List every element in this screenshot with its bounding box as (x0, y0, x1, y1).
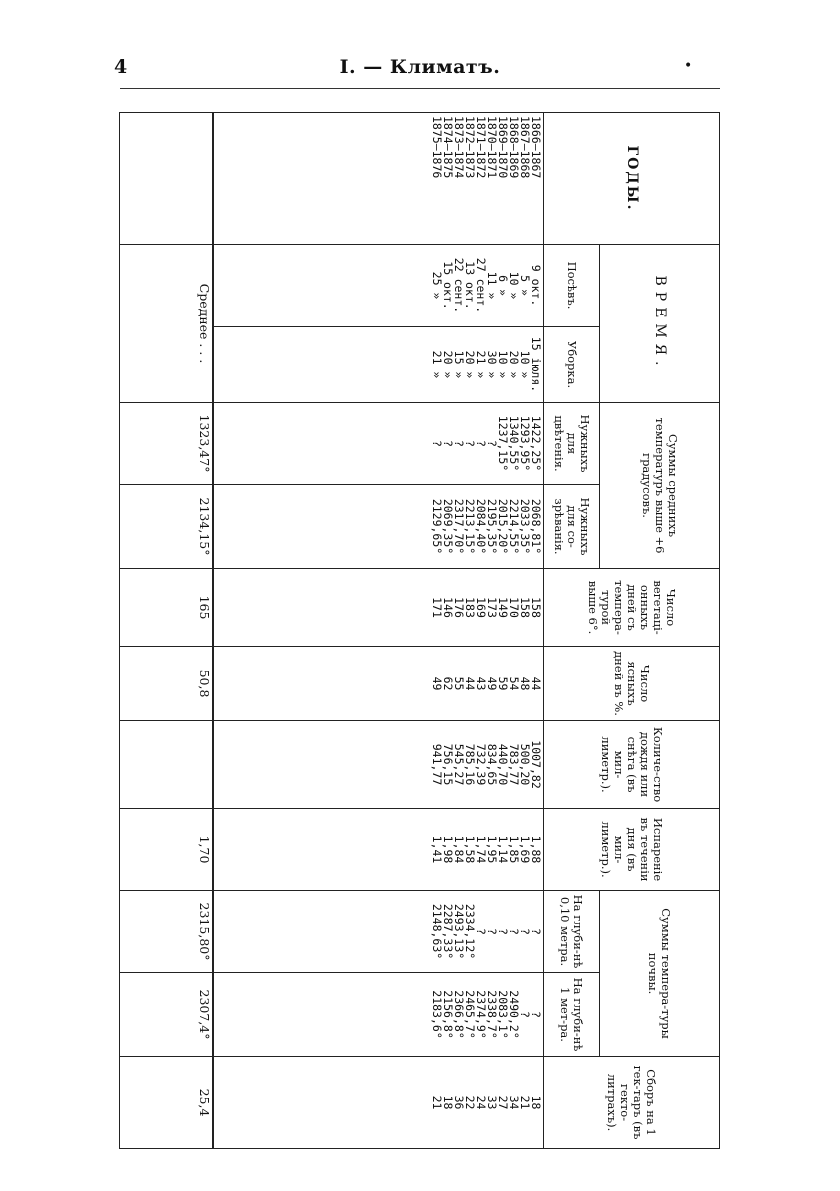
cell-precip: 500,20 (518, 743, 532, 786)
cell-clear: 43 (474, 676, 488, 691)
cell-ripe: 2033,35° (518, 498, 532, 555)
header-ripe: Нужныхъ для со-зрѣванія. (544, 485, 600, 569)
cell-precip: 785,16 (463, 743, 477, 786)
cell-precip: 732,39 (474, 743, 488, 786)
header-evap: Испареніе въ теченіи дня (въ мил-лиметр.). (544, 809, 720, 891)
soil-010-column (214, 891, 544, 973)
cell-clear: 59 (496, 676, 510, 691)
cell-ripe: 2214,55° (507, 498, 521, 555)
header-sums: Суммы среднихъ температуръ выше +6 градусовъ. (600, 403, 720, 569)
avg-yield: 25,4 (120, 1057, 214, 1149)
cell-clear: 44 (529, 676, 543, 691)
cell-veg: 183 (463, 597, 477, 618)
header-rule (120, 88, 720, 89)
cell-soil010: ? (529, 928, 543, 935)
ripe-sum-column (214, 485, 544, 569)
cell-evap: 1,85 (507, 835, 521, 864)
cell-flower: ? (452, 440, 466, 447)
cell-soil1: 2366,8° (452, 990, 466, 1039)
cell-ripe: 2068,81° (529, 498, 543, 555)
avg-label: Среднее . . . (120, 245, 214, 403)
cell-precip: 756,15 (441, 743, 455, 786)
avg-flower: 1323,47° (120, 403, 214, 485)
cell-evap: 1,95 (485, 835, 499, 864)
header-precip: Количе-ство дождя или снѣга (въ мил-лиметр.). (544, 721, 720, 809)
page-header (0, 0, 840, 100)
cell-veg: 170 (507, 597, 521, 618)
cell-ripe: 2069,35° (441, 498, 455, 555)
cell-soil1: 2183,6° (430, 990, 444, 1039)
cell-soil1: 2465,7° (463, 990, 477, 1039)
header-clear-days: Число ясныхъ дней въ %. (544, 647, 720, 721)
cell-veg: 169 (474, 597, 488, 618)
cell-veg: 158 (529, 597, 543, 618)
cell-veg: 171 (430, 597, 444, 618)
page-mark: • (684, 58, 693, 74)
cell-soil010: 2493,13° (452, 903, 466, 960)
header-time: ВРЕМЯ. (600, 245, 720, 403)
cell-year: 1869—1870 (496, 116, 510, 179)
cell-flower: ? (474, 440, 488, 447)
evap-column (214, 809, 544, 891)
cell-clear: 44 (463, 676, 477, 691)
cell-soil010: 2334,12° (463, 903, 477, 960)
cell-year: 1874—1875 (441, 116, 455, 179)
header-years: ГОДЫ. (544, 113, 720, 245)
rotated-table-stage (120, 112, 720, 1148)
header-soil-1: На глуби-нѣ 1 мет-ра. (544, 973, 600, 1057)
cell-evap: 1,88 (529, 835, 543, 864)
cell-sowing: 13 окт. (463, 261, 477, 310)
sowing-column (214, 245, 544, 327)
cell-sowing: 25 » (430, 271, 444, 300)
yield-column (214, 1057, 544, 1149)
page-title: I. — Климатъ. (339, 56, 501, 78)
cell-harvest: 21 » (430, 350, 444, 379)
cell-yield: 22 (463, 1095, 477, 1110)
cell-evap: 1,69 (518, 835, 532, 864)
cell-year: 1873—1874 (452, 116, 466, 179)
cell-year: 1871—1872 (474, 116, 488, 179)
cell-year: 1868—1869 (507, 116, 521, 179)
avg-soil-010: 2315,80° (120, 891, 214, 973)
cell-sowing: 27 сент. (474, 257, 488, 314)
cell-sowing: 15 окт. (441, 261, 455, 310)
cell-soil010: ? (474, 928, 488, 935)
header-flower: Нужныхъ для цвѣтенія. (544, 403, 600, 485)
cell-year: 1875—1876 (430, 116, 444, 179)
cell-flower: 1422,25° (529, 415, 543, 472)
veg-days-column (214, 569, 544, 647)
cell-clear: 54 (507, 676, 521, 691)
cell-ripe: 2015,20° (496, 498, 510, 555)
cell-yield: 18 (441, 1095, 455, 1110)
cell-soil1: ? (518, 1011, 532, 1018)
cell-year: 1870—1871 (485, 116, 499, 179)
cell-soil010: 2148,63° (430, 903, 444, 960)
page-number: 4 (114, 56, 128, 78)
cell-soil010: ? (507, 928, 521, 935)
avg-soil-1: 2307,4° (120, 973, 214, 1057)
header-yield: Сборъ на 1 гек-таръ (въ гекто-литрахъ). (544, 1057, 720, 1149)
cell-clear: 49 (485, 676, 499, 691)
cell-harvest: 15 іюля. (529, 336, 543, 393)
cell-harvest: 10 » (518, 350, 532, 379)
cell-flower: 1293,95° (518, 415, 532, 472)
avg-ripe: 2134,15° (120, 485, 214, 569)
data-body-row (214, 113, 544, 1149)
cell-precip: 834,65 (485, 743, 499, 786)
harvest-column (214, 327, 544, 403)
cell-soil1: 2490,2° (507, 990, 521, 1039)
cell-veg: 149 (496, 597, 510, 618)
cell-flower: 1237,15° (496, 415, 510, 472)
years-column (214, 113, 544, 245)
cell-evap: 1,41 (430, 835, 444, 864)
cell-year: 1866—1867 (529, 116, 543, 179)
cell-soil010: ? (518, 928, 532, 935)
cell-soil1: 2083,1° (496, 990, 510, 1039)
cell-ripe: 2213,15° (463, 498, 477, 555)
cell-evap: 1,98 (441, 835, 455, 864)
cell-evap: 1,74 (474, 835, 488, 864)
cell-flower: ? (441, 440, 455, 447)
avg-empty-cell (120, 113, 214, 245)
cell-sowing: 11 » (485, 271, 499, 300)
cell-evap: 1,84 (452, 835, 466, 864)
avg-precip-empty (120, 721, 214, 809)
header-soil: Суммы темпера-туры почвы. (600, 891, 720, 1057)
cell-soil010: ? (485, 928, 499, 935)
cell-sowing: 10 » (507, 271, 521, 300)
cell-flower: ? (430, 440, 444, 447)
cell-sowing: 6 » (496, 275, 510, 296)
cell-sowing: 22 сент. (452, 257, 466, 314)
cell-soil1: 2374,9° (474, 990, 488, 1039)
cell-precip: 545,27 (452, 743, 466, 786)
cell-harvest: 15 » (452, 350, 466, 379)
header-veg-days: Число вегетаці-онныхъ дней съ темпера-турой выше 6°. (544, 569, 720, 647)
cell-veg: 176 (452, 597, 466, 618)
cell-harvest: 30 » (485, 350, 499, 379)
cell-harvest: 20 » (463, 350, 477, 379)
avg-clear: 50,8 (120, 647, 214, 721)
climate-table (119, 112, 720, 1149)
clear-days-column (214, 647, 544, 721)
cell-soil010: 2287,33° (441, 903, 455, 960)
cell-precip: 1007,82 (529, 740, 543, 789)
avg-evap: 1,70 (120, 809, 214, 891)
cell-harvest: 21 » (474, 350, 488, 379)
cell-precip: 440,70 (496, 743, 510, 786)
cell-precip: 783,77 (507, 743, 521, 786)
cell-yield: 36 (452, 1095, 466, 1110)
cell-soil010: ? (496, 928, 510, 935)
cell-clear: 48 (518, 676, 532, 691)
soil-1-column (214, 973, 544, 1057)
cell-sowing: 9 окт. (529, 264, 543, 307)
cell-yield: 18 (529, 1095, 543, 1110)
header-harvest: Уборка. (544, 327, 600, 403)
cell-ripe: 2195,35° (485, 498, 499, 555)
cell-soil1: 2156,8° (441, 990, 455, 1039)
cell-year: 1872—1873 (463, 116, 477, 179)
cell-yield: 21 (518, 1095, 532, 1110)
cell-ripe: 2129,65° (430, 498, 444, 555)
header-sowing: Посѣвъ. (544, 245, 600, 327)
cell-sowing: 5 » (518, 275, 532, 296)
cell-clear: 49 (430, 676, 444, 691)
cell-harvest: 10 » (496, 350, 510, 379)
cell-veg: 146 (441, 597, 455, 618)
table-frame (120, 112, 720, 1148)
cell-precip: 941,77 (430, 743, 444, 786)
cell-yield: 21 (430, 1095, 444, 1110)
cell-soil1: 2338,7° (485, 990, 499, 1039)
cell-yield: 24 (474, 1095, 488, 1110)
cell-evap: 1,14 (496, 835, 510, 864)
precip-column (214, 721, 544, 809)
header-soil-010: На глуби-нѣ 0,10 метра. (544, 891, 600, 973)
cell-year: 1867—1868 (518, 116, 532, 179)
cell-harvest: 20 » (507, 350, 521, 379)
cell-ripe: 2084,40° (474, 498, 488, 555)
cell-clear: 62 (441, 676, 455, 691)
cell-flower: 1340,55° (507, 415, 521, 472)
cell-harvest: 20 » (441, 350, 455, 379)
cell-flower: ? (463, 440, 477, 447)
cell-evap: 1,58 (463, 835, 477, 864)
avg-veg: 165 (120, 569, 214, 647)
cell-yield: 33 (485, 1095, 499, 1110)
cell-ripe: 2317,70° (452, 498, 466, 555)
cell-flower: ? (485, 440, 499, 447)
cell-clear: 55 (452, 676, 466, 691)
cell-veg: 173 (485, 597, 499, 618)
average-row (120, 113, 214, 1149)
flower-sum-column (214, 403, 544, 485)
cell-yield: 27 (496, 1095, 510, 1110)
cell-veg: 158 (518, 597, 532, 618)
cell-yield: 34 (507, 1095, 521, 1110)
cell-soil1: ? (529, 1011, 543, 1018)
